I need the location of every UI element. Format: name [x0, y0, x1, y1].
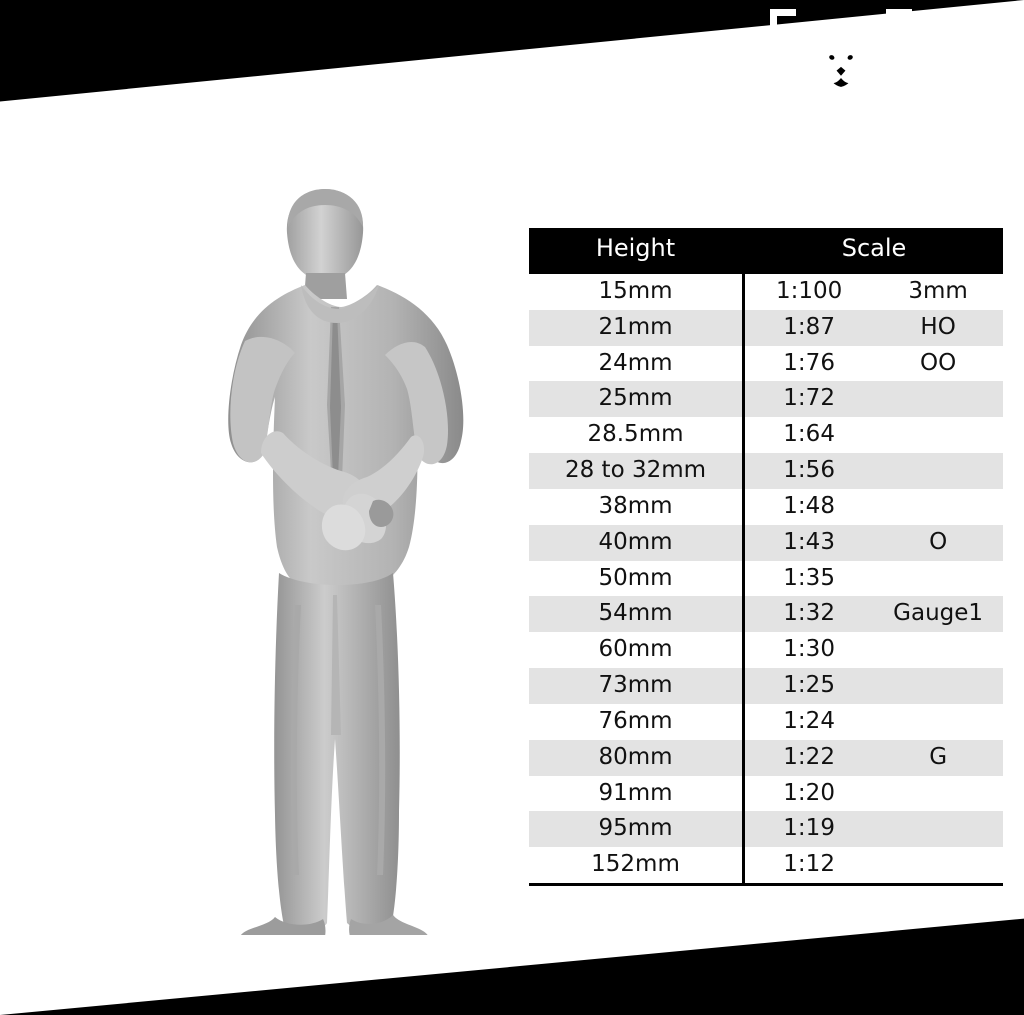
table-row — [529, 561, 1003, 597]
table-row — [529, 417, 1003, 453]
table-header-row — [529, 228, 1003, 272]
cell-scale: 1:100 — [744, 272, 874, 309]
cell-scale: 1:87 — [744, 310, 874, 346]
cell-gauge: Gauge1 — [873, 596, 1003, 632]
figure-image — [175, 175, 485, 935]
cell-gauge — [873, 561, 1003, 597]
cell-scale: 1:12 — [744, 847, 874, 884]
column-header-scale: Scale — [744, 228, 1004, 272]
table-head — [529, 228, 1003, 272]
column-header-height: Height — [529, 228, 744, 272]
cell-scale: 1:22 — [744, 740, 874, 776]
table-row — [529, 346, 1003, 382]
table-row — [529, 668, 1003, 704]
cell-gauge — [873, 776, 1003, 812]
cell-gauge — [873, 704, 1003, 740]
cell-gauge: G — [873, 740, 1003, 776]
cell-height: 15mm — [529, 272, 744, 309]
table-body — [529, 272, 1003, 884]
cell-scale: 1:25 — [744, 668, 874, 704]
cell-height: 28.5mm — [529, 417, 744, 453]
table-row — [529, 381, 1003, 417]
cell-height: 40mm — [529, 525, 744, 561]
cell-gauge: HO — [873, 310, 1003, 346]
cell-scale: 1:64 — [744, 417, 874, 453]
cell-gauge — [873, 632, 1003, 668]
cell-gauge — [873, 847, 1003, 884]
table-row — [529, 811, 1003, 847]
cell-height: 95mm — [529, 811, 744, 847]
cell-scale: 1:76 — [744, 346, 874, 382]
cell-height: 73mm — [529, 668, 744, 704]
cell-scale: 1:24 — [744, 704, 874, 740]
standing-man-figure-illustration — [175, 175, 485, 935]
brand-header — [636, 6, 1022, 146]
cell-gauge: OO — [873, 346, 1003, 382]
cell-scale: 1:20 — [744, 776, 874, 812]
table-row — [529, 632, 1003, 668]
cell-height: 21mm — [529, 310, 744, 346]
brand-logo — [636, 6, 1016, 116]
cell-gauge — [873, 811, 1003, 847]
table-row — [529, 489, 1003, 525]
cell-height: 25mm — [529, 381, 744, 417]
cell-height: 76mm — [529, 704, 744, 740]
table-row — [529, 310, 1003, 346]
bracket-left-icon — [770, 9, 796, 113]
cell-scale: 1:43 — [744, 525, 874, 561]
brand-title: Scale Scenery and Figures — [636, 116, 1022, 146]
table-row — [529, 453, 1003, 489]
wolf-head-icon — [804, 24, 878, 98]
table-row — [529, 272, 1003, 309]
cell-gauge — [873, 453, 1003, 489]
cell-height: 91mm — [529, 776, 744, 812]
cell-scale: 1:32 — [744, 596, 874, 632]
table-row — [529, 740, 1003, 776]
cell-gauge — [873, 381, 1003, 417]
cell-height: 28 to 32mm — [529, 453, 744, 489]
bracket-right-icon — [886, 9, 912, 113]
cell-height: 24mm — [529, 346, 744, 382]
cell-scale: 1:56 — [744, 453, 874, 489]
cell-height: 60mm — [529, 632, 744, 668]
cell-height: 38mm — [529, 489, 744, 525]
cell-scale: 1:35 — [744, 561, 874, 597]
cell-scale: 1:48 — [744, 489, 874, 525]
cell-gauge — [873, 668, 1003, 704]
cell-height: 54mm — [529, 596, 744, 632]
table-row — [529, 596, 1003, 632]
cell-scale: 1:30 — [744, 632, 874, 668]
table-row — [529, 525, 1003, 561]
cell-scale: 1:19 — [744, 811, 874, 847]
table-row — [529, 704, 1003, 740]
cell-gauge: O — [873, 525, 1003, 561]
cell-gauge: 3mm — [873, 272, 1003, 309]
cell-height: 50mm — [529, 561, 744, 597]
cell-gauge — [873, 417, 1003, 453]
scale-reference-table — [529, 228, 1003, 886]
cell-scale: 1:72 — [744, 381, 874, 417]
cell-gauge — [873, 489, 1003, 525]
cell-height: 152mm — [529, 847, 744, 884]
table-row — [529, 847, 1003, 884]
table-row — [529, 776, 1003, 812]
cell-height: 80mm — [529, 740, 744, 776]
